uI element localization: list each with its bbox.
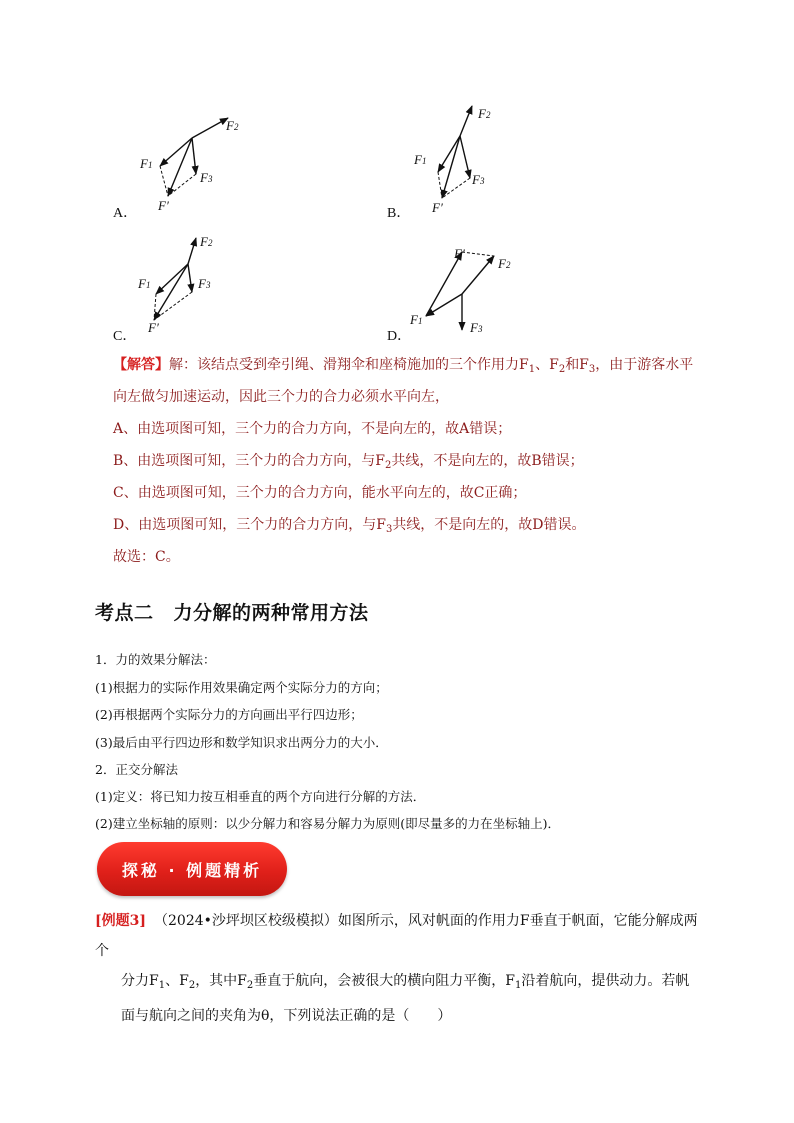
answer-option-b: B、由选项图可知，三个力的合力方向，与$F_2$共线，不是向左的，故B错误； [113, 453, 584, 471]
f2-label: F [478, 106, 486, 121]
f-prime-label: F′ [432, 200, 443, 215]
option-b-label[interactable]: B． [387, 206, 411, 221]
answer-tag: 【解答】 [113, 357, 169, 373]
example-tag: [例题3] [95, 913, 146, 929]
f3-label: F [470, 320, 478, 335]
f3-label: F [198, 276, 206, 291]
answer-option-d: D、由选项图可知，三个力的合力方向，与$F_3$共线，不是向左的，故D错误。 [113, 517, 586, 535]
example-block: [例题3] （2024•沙坪坝区校级模拟）如图所示，风对帆面的作用力F垂直于帆面，它能分解成两个 分力$F_1$、$F_2$，其中$F_2$垂直于航向，会被很大的横向阻力平衡，$F_1$沿着航向，提供动力。若帆 面与航向之间的夹角为θ，下列说法正确的是（ ） [95, 913, 698, 1024]
f1-label: F [138, 276, 146, 291]
f1-label: F [410, 312, 418, 327]
answer-choice: 故选：C。 [113, 549, 180, 565]
method-2-step-2: (2)建立坐标轴的原则：以少分解力和容易分解力为原则(即尽量多的力在坐标轴上)． [95, 816, 560, 831]
f3-label: F [472, 172, 480, 187]
answer-option-c: C、由选项图可知，三个力的合力方向，能水平向左的，故C正确； [113, 485, 527, 501]
answer-block: 【解答】解：该结点受到牵引绳、滑翔伞和座椅施加的三个作用力$F_1$、$F_2$和$F_3$，由于游客水平 向左做匀加速运动，因此三个力的合力必须水平向左， A、由选项图可知，三个力的合力方向，不是向左的，故A错误； B、由选项图可知，三个力的合力方向，与$F_2$共线，不是向左的，故B错误； C、由选项图可知，三个力的合力方向，能水平向左的，故C正确； D、由选项图可知，三个力的合力方向，与$F_3$共线，不是向左的，故D错误。 故选：C。 [113, 354, 713, 578]
f-prime-label: F′ [148, 320, 159, 335]
f3-label: F [200, 170, 208, 185]
option-a-label[interactable]: A． [113, 206, 138, 221]
answer-line-2: 向左做匀加速运动，因此三个力的合力必须水平向左， [113, 389, 449, 405]
f-prime-label: F′ [454, 246, 465, 261]
f1-label: F [140, 156, 148, 171]
answer-option-a: A、由选项图可知，三个力的合力方向，不是向左的，故A错误； [113, 421, 512, 437]
f2-label: F [226, 118, 234, 133]
f2-label: F [498, 256, 506, 271]
method-1-step-3: (3)最后由平行四边形和数学知识求出两分力的大小． [95, 735, 388, 750]
example-banner: 探秘 · 例题精析 [97, 842, 287, 896]
method-1-step-2: (2)再根据两个实际分力的方向画出平行四边形； [95, 707, 363, 722]
f2-label: F [200, 234, 208, 249]
f-prime-label: F′ [158, 198, 169, 213]
f1-label: F [414, 152, 422, 167]
method-2-title: 2．正交分解法 [95, 762, 178, 777]
method-2-step-1: (1)定义：将已知力按互相垂直的两个方向进行分解的方法． [95, 789, 426, 804]
option-c-label[interactable]: C． [113, 329, 137, 344]
option-a-figure[interactable]: F2 F1 F3 F′ [140, 118, 239, 213]
option-d-figure[interactable]: F′ F2 F1 F3 [410, 246, 511, 335]
method-1-title: 1．力的效果分解法： [95, 652, 216, 667]
method-1-step-1: (1)根据力的实际作用效果确定两个实际分力的方向； [95, 680, 388, 695]
option-d-label[interactable]: D． [387, 329, 412, 344]
option-b-figure[interactable]: F2 F1 F3 F′ [414, 106, 491, 215]
section-title: 考点二 力分解的两种常用方法 [95, 602, 369, 624]
option-c-figure[interactable]: F2 F1 F3 F′ [138, 234, 213, 335]
